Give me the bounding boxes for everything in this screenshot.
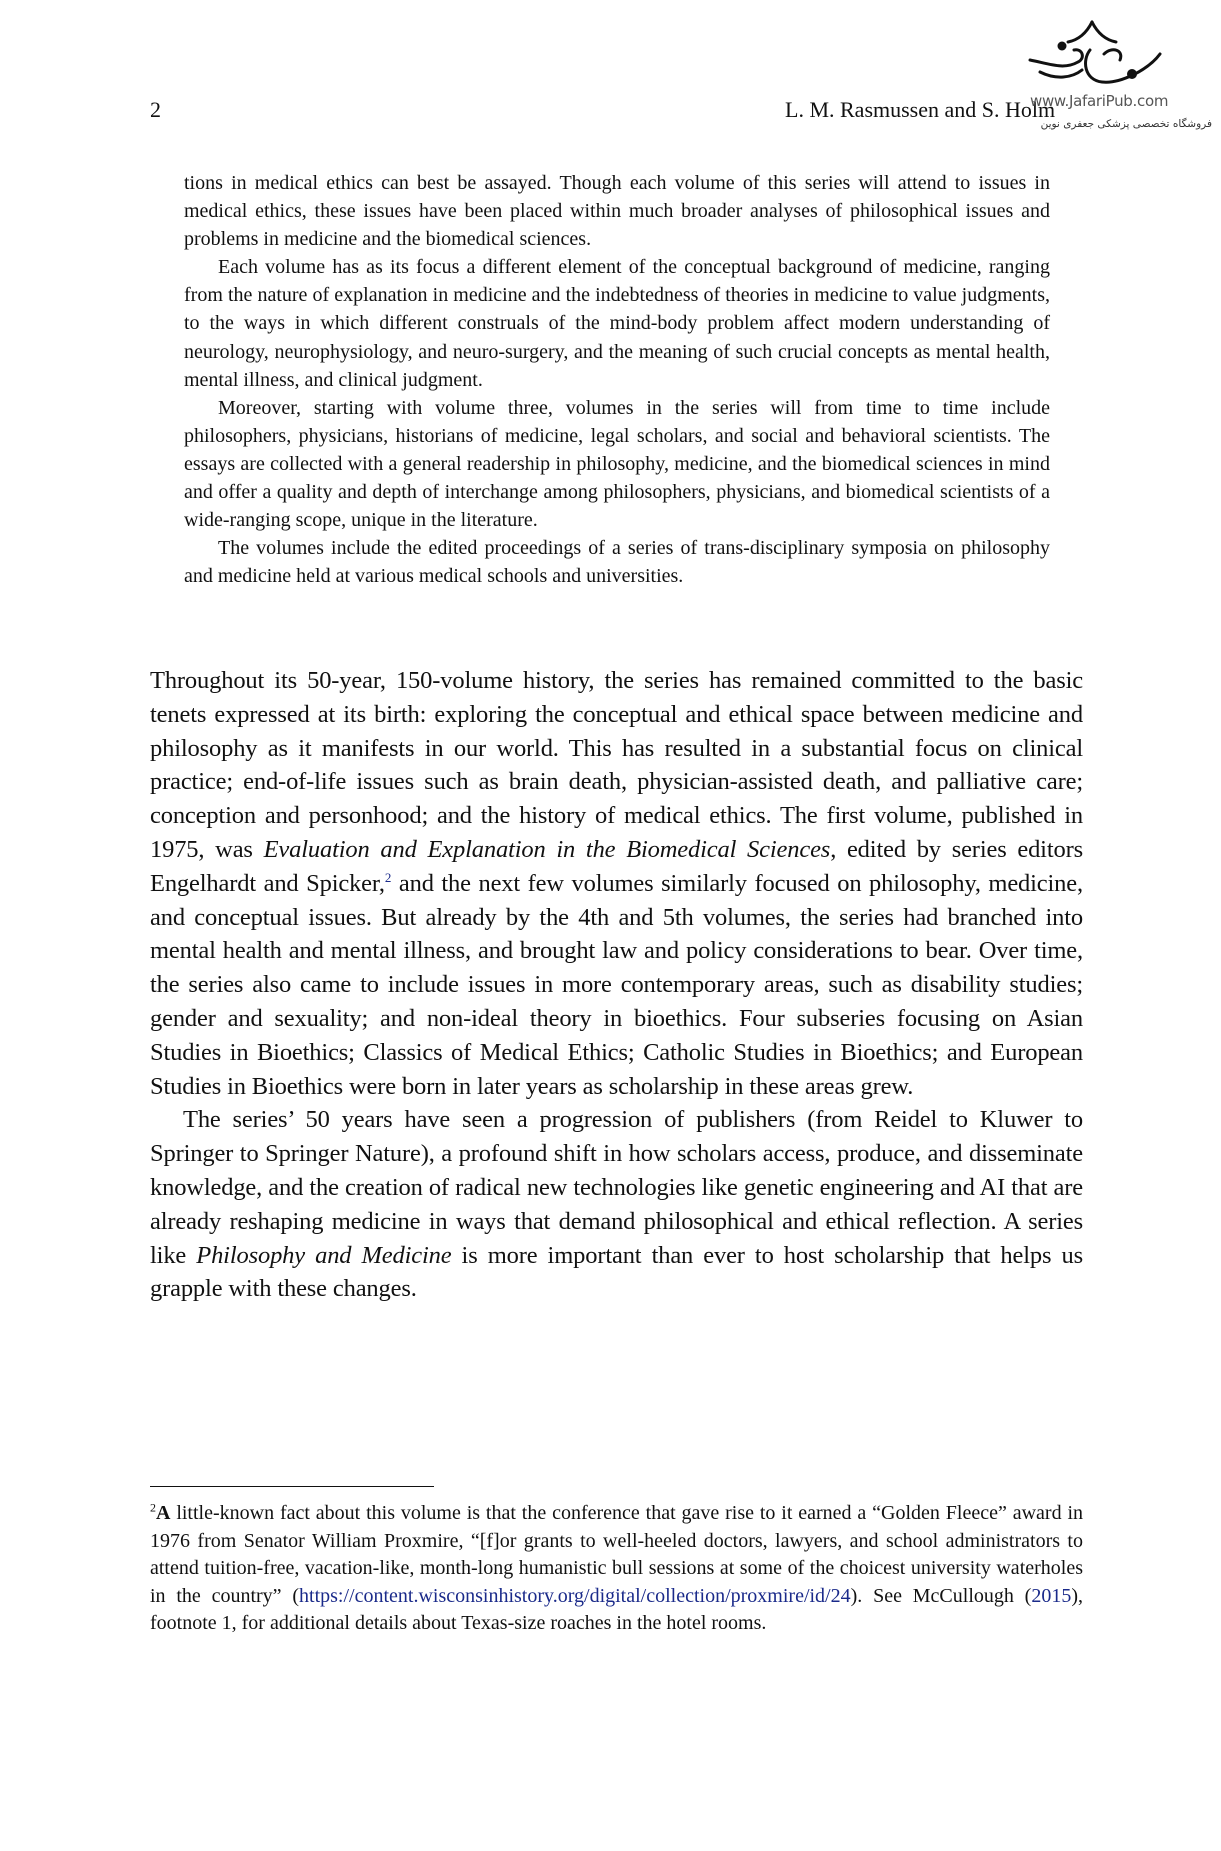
body-text-span: is more important than ever to host scholarship that helps us grapple with these changes.	[150, 1241, 1083, 1303]
watermark-url: www.JafariPub.com	[1030, 92, 1169, 110]
footnote-paragraph	[150, 1500, 1083, 1638]
main-body	[150, 664, 1083, 1306]
footnote-lead: A	[156, 1502, 171, 1524]
jafaripub-logo-icon	[1020, 20, 1165, 90]
body-text-span: , edited by series editors Engelhardt and Spicker,	[150, 835, 1083, 897]
body-text-span: and the next few volumes similarly focused on philosophy, medicine, and conceptual issues. But already by the 4th and 5th volumes, the series had branched into mental health and mental illness, and brought law and policy considerations to bear. Over time, the series also came to include issues in more contemporary areas, such as disability studies; gender and sexuality; and non-ideal theory in bioethics. Four subseries focusing on Asian Studies in Bioethics; Classics of Medical Ethics; Catholic Studies in Bioethics; and European Studies in Bioethics were born in later years as scholarship in these areas grew.	[150, 869, 1083, 1100]
proxmire-archive-link[interactable]: https://content.wisconsinhistory.org/digital/collection/proxmire/id/24	[299, 1584, 851, 1607]
book-title: Evaluation and Explanation in the Biomedical Sciences	[263, 835, 831, 863]
mccullough-citation-link[interactable]: 2015	[1031, 1584, 1072, 1607]
quote-paragraph: The volumes include the edited proceedings of a series of trans-disciplinary symposia on philosophy and medicine held at various medical schools and universities.	[184, 537, 1050, 588]
footnote-text: little-known fact about this volume is that the conference that gave rise to it earned a “Golden Fleece” award in 1976 from Senator William Proxmire, “[f]or grants to well-heeled doctors, lawyers, and school administrators to attend tuition-free, vacation-like, month-long humanistic bull sessions at some of the choicest university waterholes in the country” (	[150, 1502, 1083, 1607]
quote-paragraph: tions in medical ethics can best be assayed. Though each volume of this series will attend to issues in medical ethics, these issues have been placed within much broader analyses of philosophical issues and problems in medicine and the biomedical sciences.	[184, 172, 1050, 251]
series-title: Philosophy and Medicine	[196, 1241, 452, 1269]
body-paragraph	[150, 664, 1083, 1103]
watermark-persian-text: فروشگاه تخصصی پزشکی جعفری نوین	[1040, 118, 1212, 130]
series-description-quote	[184, 169, 1050, 590]
body-paragraph	[150, 1103, 1083, 1306]
footnote-text: ), footnote 1, for additional details about Texas-size roaches in the hotel rooms.	[150, 1584, 1083, 1635]
publisher-watermark	[1000, 18, 1215, 138]
body-text-span: Throughout its 50-year, 150-volume history, the series has remained committed to the basic tenets expressed at its birth: exploring the conceptual and ethical space between medicine and philosophy as it manifests in our world. This has resulted in a substantial focus on clinical practice; end-of-life issues such as brain death, physician-assisted death, and palliative care; conception and personhood; and the history of medical ethics. The first volume, published in 1975, was	[150, 667, 1083, 863]
footnote-text: ). See McCullough (	[850, 1584, 1032, 1607]
quote-paragraph: Moreover, starting with volume three, volumes in the series will from time to time include philosophers, physicians, historians of medicine, legal scholars, and social and behavioral scientists. The essays are collected with a general readership in philosophy, medicine, and the biomedical sciences in mind and offer a quality and depth of interchange among philosophers, physicians, and biomedical scientists of a wide-ranging scope, unique in the literature.	[184, 396, 1050, 532]
footnote	[150, 1500, 1083, 1638]
footnote-divider	[150, 1486, 434, 1487]
body-text-span: The series’ 50 years have seen a progression of publishers (from Reidel to Kluwer to Springer to Springer Nature), a profound shift in how scholars access, produce, and disseminate knowledge, and the creation of radical new technologies like genetic engineering and AI that are already reshaping medicine in ways that demand philosophical and ethical reflection. A series like	[150, 1106, 1083, 1269]
footnote-reference-link[interactable]: 2	[384, 869, 392, 885]
footnote-number: 2	[150, 1500, 156, 1515]
running-head-authors: L. M. Rasmussen and S. Holm	[785, 97, 1056, 122]
page-number: 2	[150, 97, 161, 122]
quote-paragraph: Each volume has as its focus a different element of the conceptual background of medicine, ranging from the nature of explanation in medicine and the indebtedness of theories in medicine to value judgments, to the ways in which different construals of the mind-body problem affect modern understanding of neurology, neurophysiology, and neuro-surgery, and the meaning of such crucial concepts as mental health, mental illness, and clinical judgment.	[184, 256, 1050, 391]
